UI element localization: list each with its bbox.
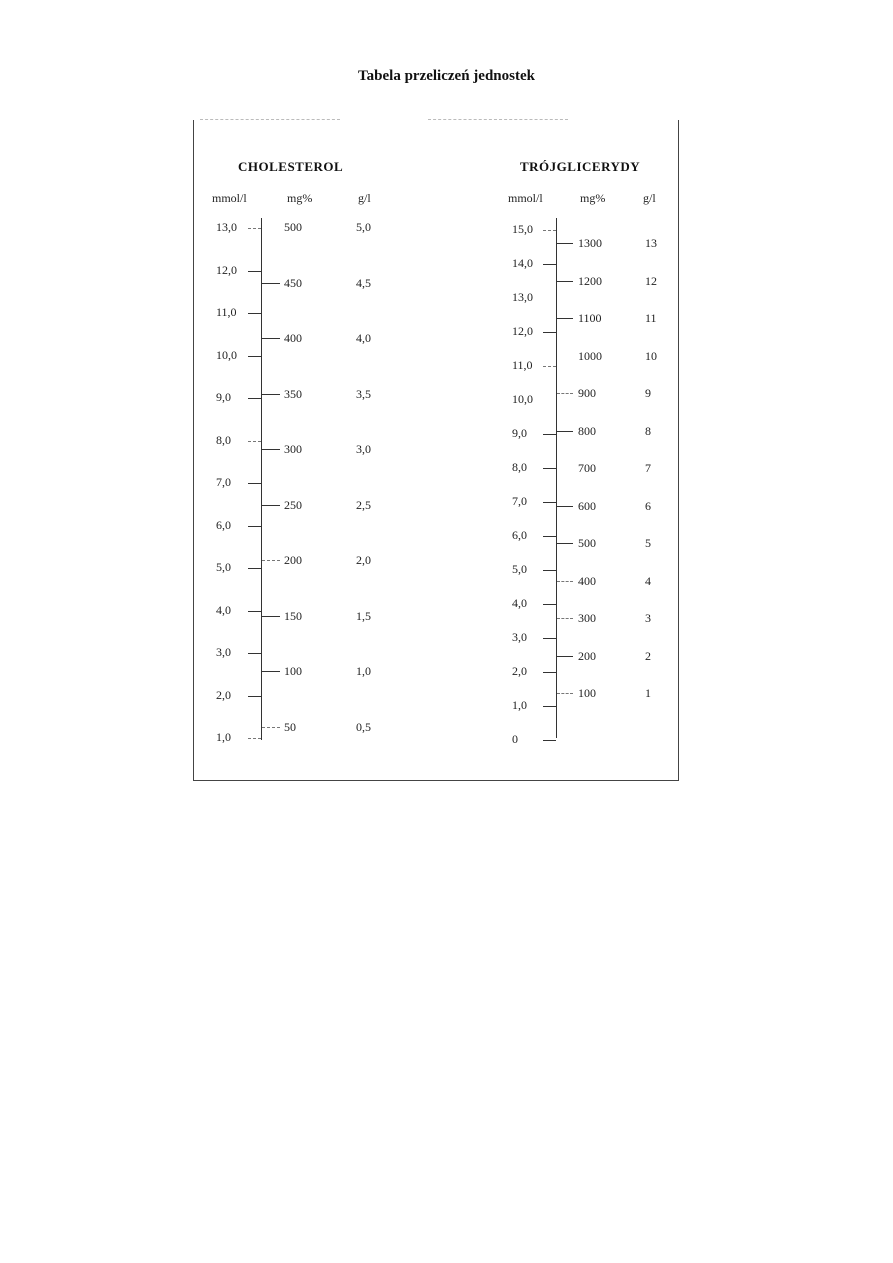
triglycerides-mmol-label: 13,0 bbox=[512, 290, 533, 304]
triglycerides-mmol-tick bbox=[543, 536, 556, 537]
cholesterol-gl-label: 3,0 bbox=[356, 442, 371, 456]
triglycerides-mmol-label: 8,0 bbox=[512, 460, 527, 474]
triglycerides-mmol-tick bbox=[543, 366, 556, 367]
triglycerides-mg-label: 1100 bbox=[578, 311, 602, 325]
cholesterol-mg-label: 450 bbox=[284, 275, 302, 290]
triglycerides-mg-tick bbox=[557, 243, 573, 244]
cholesterol-mmol-label: 13,0 bbox=[216, 220, 237, 234]
cholesterol-mmol-tick bbox=[248, 611, 261, 612]
triglycerides-mmol-tick bbox=[543, 706, 556, 707]
triglycerides-mmol-label: 0 bbox=[512, 732, 518, 746]
cholesterol-mmol-label: 10,0 bbox=[216, 347, 237, 362]
cholesterol-heading: CHOLESTEROL bbox=[238, 159, 344, 174]
triglycerides-gl-label: 3 bbox=[645, 611, 651, 625]
triglycerides-gl-label: 4 bbox=[645, 573, 651, 588]
cholesterol-mg-label: 300 bbox=[284, 442, 302, 456]
cholesterol-mg-tick bbox=[262, 505, 280, 506]
cholesterol-mg-label: 350 bbox=[284, 386, 302, 401]
triglycerides-mmol-label: 12,0 bbox=[512, 324, 533, 338]
cholesterol-mmol-label: 6,0 bbox=[216, 517, 231, 532]
triglycerides-mg-tick bbox=[557, 656, 573, 657]
cholesterol-gl-label: 1,5 bbox=[356, 608, 371, 623]
triglycerides-mg-label: 1000 bbox=[578, 348, 602, 363]
cholesterol-mg-label: 200 bbox=[284, 553, 302, 567]
cholesterol-gl-label: 2,0 bbox=[356, 553, 371, 567]
cholesterol-mg-tick bbox=[262, 727, 280, 728]
cholesterol-mmol-label: 3,0 bbox=[216, 645, 231, 659]
cholesterol-mg-tick bbox=[262, 671, 280, 672]
conversion-table-frame bbox=[193, 120, 679, 781]
cholesterol-gl-label: 2,5 bbox=[356, 497, 371, 512]
cholesterol-unit-mg: mg% bbox=[287, 191, 313, 205]
cholesterol-gl-label: 4,0 bbox=[356, 331, 371, 345]
cholesterol-mg-tick bbox=[262, 283, 280, 284]
triglycerides-mg-tick bbox=[557, 618, 573, 619]
triglycerides-gl-label: 12 bbox=[645, 273, 657, 288]
cholesterol-mmol-tick bbox=[248, 653, 261, 654]
triglycerides-mmol-tick bbox=[543, 672, 556, 673]
cholesterol-mmol-label: 1,0 bbox=[216, 730, 231, 744]
triglycerides-gl-label: 6 bbox=[645, 498, 651, 513]
cholesterol-mmol-label: 4,0 bbox=[216, 602, 231, 617]
triglycerides-gl-label: 5 bbox=[645, 536, 651, 550]
triglycerides-mg-label: 400 bbox=[578, 573, 596, 588]
triglycerides-mmol-label: 10,0 bbox=[512, 392, 533, 406]
triglycerides-mg-tick bbox=[557, 431, 573, 432]
triglycerides-mg-tick bbox=[557, 318, 573, 319]
triglycerides-mmol-label: 2,0 bbox=[512, 664, 527, 678]
cholesterol-mg-label: 100 bbox=[284, 664, 302, 678]
triglycerides-mg-label: 1200 bbox=[578, 273, 602, 288]
triglycerides-mmol-tick bbox=[543, 638, 556, 639]
cholesterol-mmol-tick bbox=[248, 228, 261, 229]
triglycerides-unit-mmol: mmol/l bbox=[508, 191, 543, 205]
cholesterol-mg-tick bbox=[262, 616, 280, 617]
triglycerides-mmol-label: 11,0 bbox=[512, 358, 533, 372]
triglycerides-mmol-label: 7,0 bbox=[512, 494, 527, 508]
triglycerides-scale-axis bbox=[556, 218, 557, 738]
triglycerides-mg-label: 300 bbox=[578, 611, 596, 625]
triglycerides-unit-mg: mg% bbox=[580, 191, 606, 205]
cholesterol-gl-label: 5,0 bbox=[356, 220, 371, 234]
triglycerides-gl-label: 8 bbox=[645, 423, 651, 438]
triglycerides-gl-label: 11 bbox=[645, 311, 657, 325]
triglycerides-mmol-label: 1,0 bbox=[512, 698, 527, 712]
triglycerides-mg-label: 600 bbox=[578, 498, 596, 513]
triglycerides-mmol-label: 4,0 bbox=[512, 596, 527, 610]
cholesterol-mmol-tick bbox=[248, 483, 261, 484]
triglycerides-mmol-label: 6,0 bbox=[512, 528, 527, 542]
cholesterol-mmol-label: 7,0 bbox=[216, 475, 231, 489]
triglycerides-heading: TRÓJGLICERYDY bbox=[520, 159, 641, 174]
cholesterol-mmol-tick bbox=[248, 356, 261, 357]
frame-top-dashes-left bbox=[200, 119, 340, 120]
triglycerides-gl-label: 2 bbox=[645, 648, 651, 663]
triglycerides-gl-label: 13 bbox=[645, 236, 657, 250]
cholesterol-mg-label: 400 bbox=[284, 331, 302, 345]
cholesterol-mmol-tick bbox=[248, 441, 261, 442]
triglycerides-mmol-tick bbox=[543, 502, 556, 503]
triglycerides-gl-label: 1 bbox=[645, 686, 651, 700]
cholesterol-mmol-label: 12,0 bbox=[216, 262, 237, 277]
triglycerides-mg-tick bbox=[557, 543, 573, 544]
cholesterol-unit-mmol: mmol/l bbox=[212, 191, 247, 205]
triglycerides-mmol-tick bbox=[543, 434, 556, 435]
triglycerides-mmol-tick bbox=[543, 468, 556, 469]
triglycerides-mg-label: 800 bbox=[578, 423, 596, 438]
cholesterol-mmol-label: 2,0 bbox=[216, 687, 231, 702]
triglycerides-mmol-tick bbox=[543, 230, 556, 231]
triglycerides-mg-label: 1300 bbox=[578, 236, 602, 250]
triglycerides-unit-gl: g/l bbox=[643, 191, 656, 205]
cholesterol-mmol-tick bbox=[248, 526, 261, 527]
cholesterol-scale-axis bbox=[261, 218, 262, 740]
cholesterol-mmol-label: 9,0 bbox=[216, 390, 231, 404]
cholesterol-mmol-tick bbox=[248, 271, 261, 272]
cholesterol-mmol-tick bbox=[248, 313, 261, 314]
cholesterol-mg-tick bbox=[262, 394, 280, 395]
cholesterol-mg-tick bbox=[262, 338, 280, 339]
triglycerides-mg-label: 900 bbox=[578, 386, 596, 400]
cholesterol-mmol-tick bbox=[248, 568, 261, 569]
triglycerides-mmol-label: 5,0 bbox=[512, 562, 527, 576]
cholesterol-mg-label: 500 bbox=[284, 220, 302, 234]
cholesterol-unit-gl: g/l bbox=[358, 191, 371, 205]
triglycerides-mmol-tick bbox=[543, 570, 556, 571]
cholesterol-gl-label: 3,5 bbox=[356, 386, 371, 401]
cholesterol-mmol-tick bbox=[248, 696, 261, 697]
cholesterol-mmol-tick bbox=[248, 398, 261, 399]
cholesterol-mg-label: 150 bbox=[284, 608, 302, 623]
triglycerides-mg-label: 700 bbox=[578, 461, 596, 475]
cholesterol-mg-label: 250 bbox=[284, 497, 302, 512]
cholesterol-gl-label: 0,5 bbox=[356, 719, 371, 734]
triglycerides-mg-tick bbox=[557, 281, 573, 282]
triglycerides-gl-label: 9 bbox=[645, 386, 651, 400]
cholesterol-mg-tick bbox=[262, 560, 280, 561]
triglycerides-mg-label: 100 bbox=[578, 686, 596, 700]
triglycerides-mmol-label: 3,0 bbox=[512, 630, 527, 644]
triglycerides-mg-tick bbox=[557, 693, 573, 694]
triglycerides-mmol-label: 15,0 bbox=[512, 222, 533, 236]
triglycerides-mmol-tick bbox=[543, 740, 556, 741]
triglycerides-mg-label: 200 bbox=[578, 648, 596, 663]
triglycerides-mmol-tick bbox=[543, 264, 556, 265]
cholesterol-gl-label: 1,0 bbox=[356, 664, 371, 678]
cholesterol-gl-label: 4,5 bbox=[356, 275, 371, 290]
triglycerides-mg-tick bbox=[557, 581, 573, 582]
triglycerides-gl-label: 10 bbox=[645, 348, 657, 363]
triglycerides-mg-label: 500 bbox=[578, 536, 596, 550]
triglycerides-gl-label: 7 bbox=[645, 461, 651, 475]
cholesterol-mmol-label: 11,0 bbox=[216, 305, 237, 319]
cholesterol-mmol-tick bbox=[248, 738, 261, 739]
cholesterol-mg-label: 50 bbox=[284, 719, 296, 734]
triglycerides-mmol-tick bbox=[543, 604, 556, 605]
triglycerides-mmol-label: 14,0 bbox=[512, 256, 533, 270]
cholesterol-mg-tick bbox=[262, 449, 280, 450]
cholesterol-mmol-label: 8,0 bbox=[216, 432, 231, 447]
triglycerides-mmol-label: 9,0 bbox=[512, 426, 527, 440]
page-title: Tabela przeliczeń jednostek bbox=[358, 68, 535, 84]
triglycerides-mg-tick bbox=[557, 393, 573, 394]
triglycerides-mg-tick bbox=[557, 506, 573, 507]
frame-top-dashes-right bbox=[428, 119, 568, 120]
cholesterol-mmol-label: 5,0 bbox=[216, 560, 231, 574]
triglycerides-mmol-tick bbox=[543, 332, 556, 333]
